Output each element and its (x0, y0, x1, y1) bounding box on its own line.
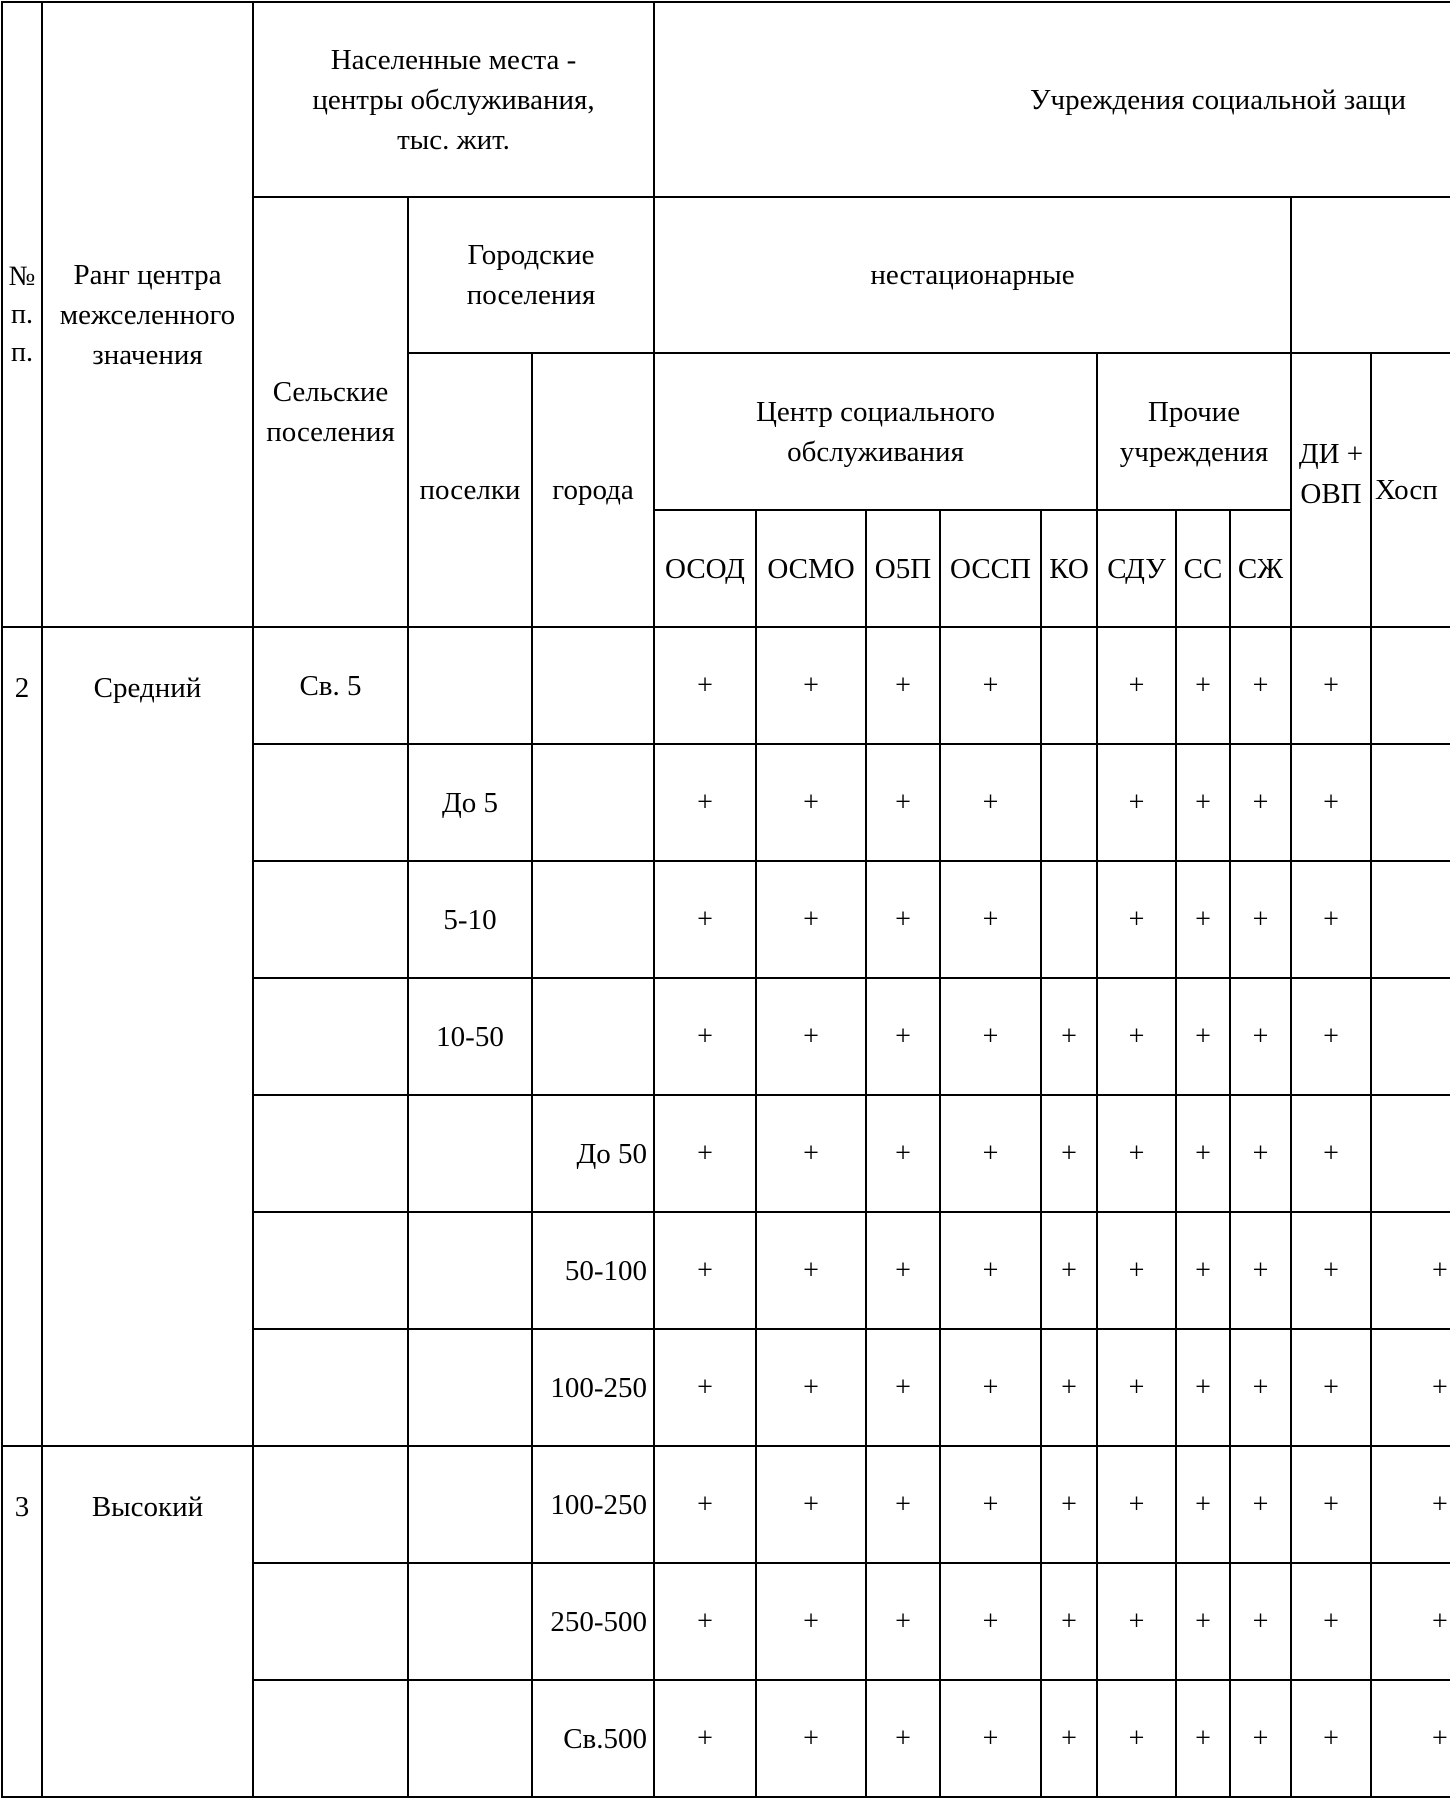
mark-cell (1370, 626, 1450, 745)
mark-cell: + (1040, 1445, 1098, 1564)
row-number: 2 (1, 626, 43, 1447)
mark-cell: + (755, 977, 867, 1096)
mark-cell: + (653, 1562, 757, 1681)
mark-cell (1370, 743, 1450, 862)
city-size: 100-250 (531, 1328, 655, 1447)
mark-cell: + (1370, 1562, 1450, 1681)
mark-cell: + (1040, 977, 1098, 1096)
subheader-col: ОСМО (755, 509, 867, 628)
subheader-col: ОССП (939, 509, 1042, 628)
mark-cell: + (1290, 1328, 1372, 1447)
mark-cell: + (1290, 860, 1372, 979)
mark-cell: + (755, 860, 867, 979)
mark-cell: + (1040, 1328, 1098, 1447)
mark-cell: + (1290, 1562, 1372, 1681)
mark-cell: + (865, 1328, 941, 1447)
mark-cell: + (1040, 1679, 1098, 1798)
mark-cell: + (755, 1445, 867, 1564)
subheader-col: О5П (865, 509, 941, 628)
row-rank: Высокий (41, 1445, 254, 1798)
subheader-col: ОСОД (653, 509, 757, 628)
mark-cell: + (939, 860, 1042, 979)
mark-cell: + (1096, 1328, 1177, 1447)
row-number: 3 (1, 1445, 43, 1798)
settlement-size (407, 1211, 533, 1330)
row-rank: Средний (41, 626, 254, 1447)
mark-cell: + (1096, 977, 1177, 1096)
mark-cell: + (653, 860, 757, 979)
settlement-size (407, 1328, 533, 1447)
header-rural: Сельские поселения (252, 196, 409, 628)
mark-cell: + (755, 1211, 867, 1330)
mark-cell: + (865, 977, 941, 1096)
rural-size: Св. 5 (252, 626, 409, 745)
rural-size (252, 977, 409, 1096)
header-places: Населенные места - центры обслуживания, тыс. жит. (252, 1, 655, 198)
mark-cell: + (939, 1211, 1042, 1330)
mark-cell: + (1229, 860, 1292, 979)
mark-cell: + (939, 1679, 1042, 1798)
header-settlements: поселки (407, 352, 533, 628)
settlement-size (407, 1094, 533, 1213)
rural-size (252, 743, 409, 862)
mark-cell: + (653, 1094, 757, 1213)
rural-size (252, 1679, 409, 1798)
mark-cell: + (1096, 1211, 1177, 1330)
rural-size (252, 1562, 409, 1681)
mark-cell: + (1290, 1094, 1372, 1213)
mark-cell: + (1370, 1211, 1450, 1330)
mark-cell: + (939, 1445, 1042, 1564)
mark-cell: + (653, 1211, 757, 1330)
mark-cell (1370, 977, 1450, 1096)
header-rank: Ранг центра межселенного значения (41, 1, 254, 628)
mark-cell (1040, 626, 1098, 745)
city-size (531, 977, 655, 1096)
mark-cell: + (755, 626, 867, 745)
mark-cell: + (865, 1562, 941, 1681)
subheader-col: СДУ (1096, 509, 1177, 628)
subheader-col: СС (1175, 509, 1231, 628)
mark-cell: + (1175, 977, 1231, 1096)
mark-cell (1040, 743, 1098, 862)
mark-cell: + (755, 1094, 867, 1213)
settlement-size (407, 1679, 533, 1798)
mark-cell: + (1175, 1211, 1231, 1330)
mark-cell: + (939, 1328, 1042, 1447)
settlement-size (407, 626, 533, 745)
mark-cell: + (1040, 1562, 1098, 1681)
mark-cell: + (1229, 977, 1292, 1096)
mark-cell: + (755, 743, 867, 862)
rural-size (252, 1445, 409, 1564)
mark-cell: + (1229, 1679, 1292, 1798)
mark-cell: + (1290, 1445, 1372, 1564)
mark-cell: + (1040, 1094, 1098, 1213)
mark-cell: + (653, 743, 757, 862)
mark-cell: + (865, 1211, 941, 1330)
rural-size (252, 1211, 409, 1330)
mark-cell: + (1175, 743, 1231, 862)
mark-cell: + (865, 626, 941, 745)
header-urban: Городские поселения (407, 196, 655, 354)
city-size (531, 860, 655, 979)
mark-cell: + (755, 1679, 867, 1798)
mark-cell: + (1290, 1679, 1372, 1798)
mark-cell: + (1096, 1679, 1177, 1798)
rural-size (252, 1328, 409, 1447)
header-social-center: Центр социального обслуживания (653, 352, 1098, 511)
mark-cell: + (939, 626, 1042, 745)
rural-size (252, 860, 409, 979)
mark-cell: + (1175, 1679, 1231, 1798)
header-cities: города (531, 352, 655, 628)
header-social: Учреждения социальной защи (653, 1, 1450, 198)
city-size: 100-250 (531, 1445, 655, 1564)
mark-cell: + (1229, 1328, 1292, 1447)
city-size (531, 626, 655, 745)
mark-cell: + (1096, 1094, 1177, 1213)
mark-cell: + (865, 1445, 941, 1564)
settlement-size: 5-10 (407, 860, 533, 979)
mark-cell: + (1229, 1562, 1292, 1681)
mark-cell: + (1096, 1445, 1177, 1564)
city-size (531, 743, 655, 862)
mark-cell: + (1175, 860, 1231, 979)
mark-cell: + (1040, 1211, 1098, 1330)
header-stationary-blank (1290, 196, 1450, 354)
mark-cell: + (1096, 860, 1177, 979)
mark-cell: + (1370, 1328, 1450, 1447)
mark-cell: + (1175, 1328, 1231, 1447)
mark-cell: + (653, 1445, 757, 1564)
mark-cell: + (755, 1562, 867, 1681)
mark-cell: + (1175, 1562, 1231, 1681)
mark-cell: + (939, 977, 1042, 1096)
mark-cell: + (1096, 1562, 1177, 1681)
mark-cell: + (1175, 1445, 1231, 1564)
mark-cell: + (653, 1328, 757, 1447)
subheader-col: КО (1040, 509, 1098, 628)
header-num: № п. п. (1, 1, 43, 628)
mark-cell: + (1175, 626, 1231, 745)
city-size: Св.500 (531, 1679, 655, 1798)
mark-cell: + (865, 743, 941, 862)
settlement-size: 10-50 (407, 977, 533, 1096)
mark-cell: + (653, 1679, 757, 1798)
mark-cell: + (653, 977, 757, 1096)
mark-cell: + (1096, 743, 1177, 862)
header-other-institutions: Прочие учреждения (1096, 352, 1292, 511)
mark-cell: + (1229, 1211, 1292, 1330)
mark-cell: + (653, 626, 757, 745)
mark-cell: + (865, 1094, 941, 1213)
mark-cell: + (1229, 743, 1292, 862)
settlement-size (407, 1445, 533, 1564)
rural-size (252, 1094, 409, 1213)
mark-cell: + (865, 860, 941, 979)
header-nonstationary: нестационарные (653, 196, 1292, 354)
mark-cell: + (939, 1094, 1042, 1213)
mark-cell: + (1290, 743, 1372, 862)
city-size: 250-500 (531, 1562, 655, 1681)
city-size: 50-100 (531, 1211, 655, 1330)
settlement-size: До 5 (407, 743, 533, 862)
mark-cell: + (1229, 1445, 1292, 1564)
mark-cell: + (755, 1328, 867, 1447)
mark-cell: + (1229, 1094, 1292, 1213)
settlement-size (407, 1562, 533, 1681)
mark-cell: + (1229, 626, 1292, 745)
mark-cell: + (865, 1679, 941, 1798)
mark-cell: + (1290, 977, 1372, 1096)
mark-cell: + (1290, 1211, 1372, 1330)
subheader-col: СЖ (1229, 509, 1292, 628)
mark-cell (1370, 860, 1450, 979)
mark-cell (1040, 860, 1098, 979)
mark-cell: + (1370, 1445, 1450, 1564)
mark-cell (1370, 1094, 1450, 1213)
header-hospice: Хосп (1370, 352, 1450, 628)
mark-cell: + (939, 1562, 1042, 1681)
mark-cell: + (1096, 626, 1177, 745)
mark-cell: + (1175, 1094, 1231, 1213)
mark-cell: + (1290, 626, 1372, 745)
mark-cell: + (1370, 1679, 1450, 1798)
header-di-ovp: ДИ + ОВП (1290, 352, 1372, 628)
city-size: До 50 (531, 1094, 655, 1213)
mark-cell: + (939, 743, 1042, 862)
